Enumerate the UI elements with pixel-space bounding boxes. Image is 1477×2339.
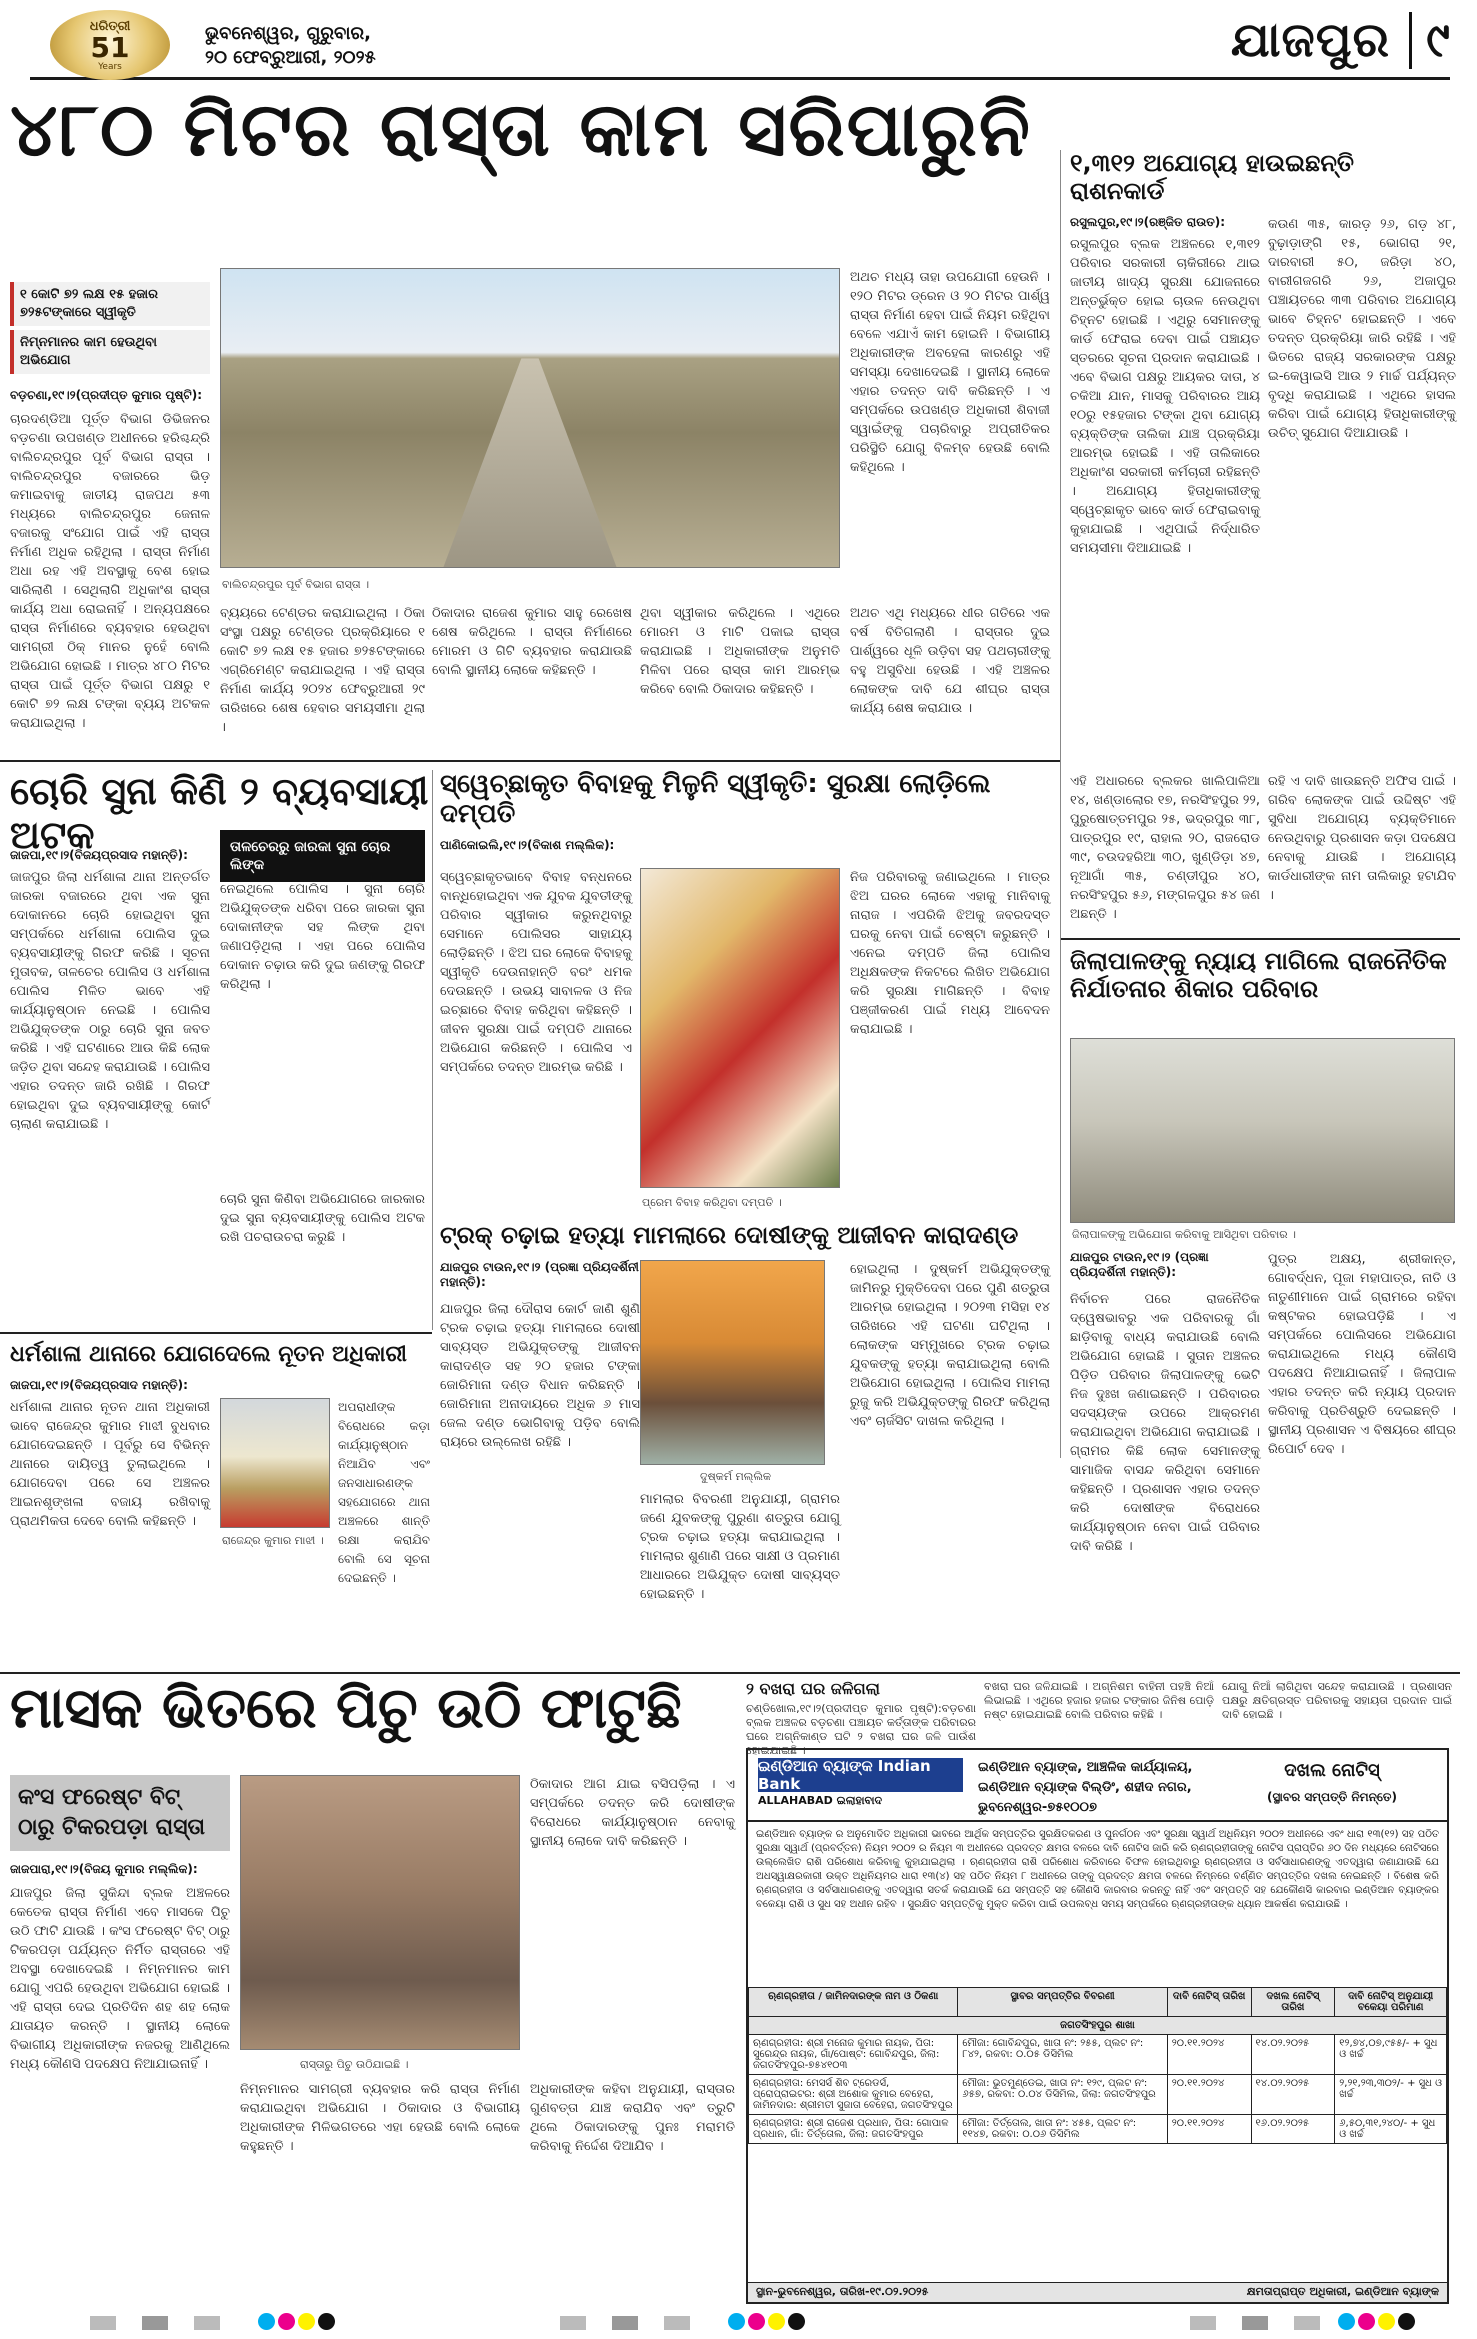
convict-photo bbox=[640, 1260, 825, 1465]
anniversary-badge bbox=[50, 10, 170, 80]
lead-headline: ୪୮୦ ମିଟର ରାସ୍ତା କାମ ସରିପାରୁନି bbox=[10, 87, 1032, 173]
borrower-cell: ଋଣଗ୍ରହୀତା: ମେସର୍ସ ଶିବ ଟ୍ରେଡର୍ସ, ପ୍ରୋପ୍ରାଇଟର: ଶ୍ରୀ ଅଶୋକ କୁମାର ବେହେରା, ଜାମିନଦାର: ଶ୍ରୀମତୀ ସୁଜାତା ବେହେରା, ଜଗତସିଂହପୁର bbox=[749, 2075, 958, 2115]
lead-body: ଠିକାଦାର ରାଜେଶ କୁମାର ସାହୁ ରେଖେଷ ଶେଷ କରିଥିଲେ । ରାସ୍ତା ନିର୍ମାଣରେ ମୋରମ ଓ ଗିଟି ବ୍ୟବହାର କରାଯାଉଛି ବୋଲି ସ୍ଥାନୀୟ ଲୋକେ କହିଛନ୍ତି । bbox=[432, 606, 632, 678]
possession-notice bbox=[746, 1748, 1449, 2304]
jilapal-headline: ଜିଲାପାଳଙ୍କୁ ନ୍ୟାୟ ମାଗିଲେ ରାଜନୈତିକ ନିର୍ଯାତନାର ଶିକାର ପରିବାର bbox=[1070, 947, 1447, 1003]
path-body: ଠିକାଦାର ଆଗ ଯାଇ ବସିପଡ଼ିଲା । ଏ ସମ୍ପର୍କରେ ତଦନ୍ତ କରି ଦୋଷୀଙ୍କ ବିରୋଧରେ କାର୍ଯ୍ୟାନୁଷ୍ଠାନ ନେବାକୁ ସ୍ଥାନୀୟ ଲୋକେ ଦାବି କରିଛନ୍ତି । bbox=[530, 1777, 735, 1849]
couple-photo-caption: ପ୍ରେମ ବିବାହ କରିଥିବା ଦମ୍ପତି । bbox=[642, 1196, 782, 1209]
truck-body: ମାମଲାର ବିବରଣୀ ଅନୁଯାୟୀ, ଗ୍ରାମର ଜଣେ ଯୁବକଙ୍କୁ ପୁରୁଣା ଶତ୍ରୁତା ଯୋଗୁ ଟ୍ରକ ଚଢ଼ାଇ ହତ୍ୟା କରାଯାଇଥିଲା । ମାମଲାର ଶୁଣାଣି ପରେ ସାକ୍ଷୀ ଓ ପ୍ରମାଣ ଆଧାରରେ ଅଭିଯୁକ୍ତ ଦୋଷୀ ସାବ୍ୟସ୍ତ ହୋଇଛନ୍ତି । bbox=[640, 1492, 840, 1602]
jilapal-body: ପୁତ୍ର ଅକ୍ଷୟ, ଶ୍ରୀକାନ୍ତ, ଗୋବର୍ଦ୍ଧନ, ପୂଜା ମହାପାତ୍ର, ନାତି ଓ ନାତୁଣୀମାନେ ପାଇଁ ଗ୍ରାମରେ ରହିବା କଷ୍ଟକର ହୋଇପଡ଼ିଛି । ଏ ସମ୍ପର୍କରେ ପୋଲିସରେ ଅଭିଯୋଗ କରାଯାଇଥିଲେ ମଧ୍ୟ କୌଣସି ପଦକ୍ଷେପ ନିଆଯାଇନାହିଁ । ଜିଲାପାଳ ଏହାର ତଦନ୍ତ କରି ନ୍ୟାୟ ପ୍ରଦାନ କରିବାକୁ ପ୍ରତିଶ୍ରୁତି ଦେଇଛନ୍ତି । ସ୍ଥାନୀୟ ପ୍ରଶାସନ ଏ ବିଷୟରେ ଶୀଘ୍ର ରିପୋର୍ଟ ଦେବ । bbox=[1268, 1252, 1456, 1457]
notice-intro: ଇଣ୍ଡିଆନ ବ୍ୟାଙ୍କ ର ଅନୁମୋଦିତ ଅଧିକାରୀ ଭାବରେ ଆର୍ଥିକ ସମ୍ପତ୍ତିର ସୁରକ୍ଷିତକରଣ ଓ ପୁନର୍ଗଠନ ଏବଂ ସୁରକ୍ଷା ସ୍ୱାର୍ଥ ଅଧିନିୟମ ୨୦୦୨ ଅଧୀନରେ ଏବଂ ଧାରା ୧୩(୧୨) ସହ ପଠିତ ସୁରକ୍ଷା ସ୍ୱାର୍ଥ (ପ୍ରବର୍ତ୍ତନ) ନିୟମ ୨୦୦୨ ର ନିୟମ ୩ ଅଧୀନରେ ପ୍ରଦତ୍ତ କ୍ଷମତା ବଳରେ ଦାବି ନୋଟିସ ଜାରି କରି ଋଣଗ୍ରହୀତାଙ୍କୁ ନୋଟିସ ପ୍ରାପ୍ତିର ୬୦ ଦିନ ମଧ୍ୟରେ ନୋଟିସରେ ଉଲ୍ଲେଖିତ ରାଶି ପରିଶୋଧ କରିବାକୁ କୁହାଯାଇଥିଲା । ଋଣଗ୍ରହୀତା ରାଶି ପରିଶୋଧ କରିବାରେ ବିଫଳ ହୋଇଥିବାରୁ ଋଣଗ୍ରହୀତା ଓ ସର୍ବସାଧାରଣଙ୍କୁ ଏତଦ୍ୱାରା ଜଣାଯାଉଛି ଯେ ଅଧସ୍ୱାକ୍ଷରକାରୀ ଉକ୍ତ ଅଧିନିୟମର ଧାରା ୧୩(୪) ସହ ପଠିତ ନିୟମ ୮ ଅଧୀନରେ ତାଙ୍କୁ ପ୍ରଦତ୍ତ କ୍ଷମତା ବଳରେ ନିମ୍ନରେ ବର୍ଣ୍ଣିତ ସମ୍ପତ୍ତିର ଦଖଲ ନେଇଛନ୍ତି । ବିଶେଷ କରି ଋଣଗ୍ରହୀତା ଓ ସର୍ବସାଧାରଣଙ୍କୁ ଏତଦ୍ୱାରା ସତର୍କ କରାଯାଉଛି ଯେ ସମ୍ପତ୍ତି ସହ କୌଣସି କାରବାର କରନ୍ତୁ ନାହିଁ ଏବଂ ସମ୍ପତ୍ତି ସହ ଯେକୌଣସି କାରବାର ଇଣ୍ଡିଆନ ବ୍ୟାଙ୍କର ବକେୟା ରାଶି ଓ ସୁଧ ସହ ଅଧୀନ ରହିବ । ସୁରକ୍ଷିତ ସମ୍ପତ୍ତିକୁ ମୁକ୍ତ କରିବା ପାଇଁ ଉପଲବ୍ଧ ସମୟ ସମ୍ପର୍କରେ ଋଣଗ୍ରହୀତାଙ୍କ ଧ୍ୟାନ ଆକର୍ଷଣ କରାଯାଉଛି । bbox=[756, 1829, 1439, 1910]
fire-body: ଯୋଗୁ ନିଆଁ ଲାଗିଥିବା ସନ୍ଦେହ କରାଯାଉଛି । ପ୍ରଶାସନ ପକ୍ଷରୁ କ୍ଷତିଗ୍ରସ୍ତ ପରିବାରକୁ ସହାୟତା ପ୍ରଦାନ ପାଇଁ ଦାବି ହୋଇଛି । bbox=[1222, 1680, 1452, 1721]
print-bar bbox=[560, 2316, 690, 2330]
magenta-mark bbox=[748, 2313, 765, 2330]
property-cell: ମୌଜା: ତିର୍ତ୍ତୋଲ, ଖାତା ନଂ: ୪୫୫, ପ୍ଲଟ ନଂ: ୧୧୪୭, ରକବା: ୦.୦୬ ଡିସିମିଲ bbox=[958, 2115, 1167, 2144]
cyan-mark bbox=[1338, 2313, 1355, 2330]
notice-column-header: ଦାବି ନୋଟିସ୍ ତାରିଖ bbox=[1167, 1988, 1251, 2017]
cyan-mark bbox=[728, 2313, 745, 2330]
ration-body: କଉଣ ୩୫, କାରଡ଼ ୨୬, ଗଡ଼ ୪୮, ବୁଢ଼ାଡ଼ାଙ୍ଗି ୧୫, ଭୋଗରା ୨୧, ଦାରବାରୀ ୫୦, ଜରିଡ଼ା ୪୦, ବାରୀଗଜଗରି ୨୬, ଅଜାପୁର ପଞ୍ଚାୟତରେ ୩୩ ପରିବାର ଅଯୋଗ୍ୟ ଭାବେ ଚିହ୍ନଟ ହୋଇଛନ୍ତି । ଏବେ ତଦନ୍ତ ପ୍ରକ୍ରିୟା ଜାରି ରହିଛି । ଏହି ଭିତରେ ରାଜ୍ୟ ସରକାରଙ୍କ ପକ୍ଷରୁ ଇ-କେୱାଇସି ଆଉ ୨ ମାର୍ଚ୍ଚ ପର୍ଯ୍ୟନ୍ତ ବୃଦ୍ଧି କରାଯାଇଛି । ଏଥିରେ ହାସଲ କରିବା ପାଇଁ ଯୋଗ୍ୟ ହିତାଧିକାରୀଙ୍କୁ ଉଚିତ୍ ସୁଯୋଗ ଦିଆଯାଉଛି । bbox=[1268, 217, 1456, 441]
family-photo bbox=[1070, 1038, 1455, 1223]
jilapal-body: ନିର୍ବାଚନ ପରେ ରାଜନୈତିକ ଦ୍ୱେଷଭାବରୁ ଏକ ପରିବାରକୁ ଗାଁ ଛାଡ଼ିବାକୁ ବାଧ୍ୟ କରାଯାଉଛି ବୋଲି ଅଭିଯୋଗ ହୋଇଛି । ସୁତାନ ଅଞ୍ଚଳର ପିଡ଼ିତ ପରିବାର ଜିଲାପାଳଙ୍କୁ ଭେଟି ନିଜ ଦୁଃଖ ଜଣାଇଛନ୍ତି । ପରିବାରର ସଦସ୍ୟଙ୍କ ଉପରେ ଆକ୍ରମଣ କରାଯାଇଥିବା ଅଭିଯୋଗ କରାଯାଇଛି । ଗ୍ରାମର କିଛି ଲୋକ ସେମାନଙ୍କୁ ସାମାଜିକ ବାସନ୍ଦ କରିଥିବା ସେମାନେ କହିଛନ୍ତି । ପ୍ରଶାସନ ଏହାର ତଦନ୍ତ କରି ଦୋଷୀଙ୍କ ବିରୋଧରେ କାର୍ଯ୍ୟାନୁଷ୍ଠାନ ନେବା ପାଇଁ ପରିବାର ଦାବି କରିଛି । bbox=[1070, 1292, 1260, 1554]
truck-body: ଯାଜପୁର ଜିଲା ଦୌରାସ କୋର୍ଟ ଜାଣି ଶୁଣି ଟ୍ରକ ଚଢ଼ାଇ ହତ୍ୟା ମାମଲାରେ ଦୋଷୀ ସାବ୍ୟସ୍ତ ଅଭିଯୁକ୍ତଙ୍କୁ ଆଜୀବନ କାରାଦଣ୍ଡ ସହ ୨୦ ହଜାର ଟଙ୍କା ଜୋରିମାନା ଦଣ୍ଡ ବିଧାନ କରିଛନ୍ତି । ଜୋରିମାନା ଅନାଦାୟରେ ଅଧିକ ୬ ମାସ ଜେଲ ଦଣ୍ଡ ଭୋଗିବାକୁ ପଡ଼ିବ ବୋଲି ରାୟରେ ଉଲ୍ଲେଖ ରହିଛି । bbox=[440, 1302, 640, 1450]
lead-body: ଚାରଦଣ୍ଡିଆ ପୂର୍ତ୍ତ ବିଭାଗ ଡିଭିଜନର ବଡ଼ଚଣା ଉପଖଣ୍ଡ ଅଧୀନରେ ହରିଶ୍ଚନ୍ଦ୍ରି ବାଲିଚନ୍ଦ୍ରପୁର ପୂର୍ବ ବିଭାଗ ରାସ୍ତା । ବାଲିଚନ୍ଦ୍ରପୁର ବଜାରରେ ଭିଡ଼ କମାଇବାକୁ ଜାତୀୟ ରାଜପଥ ୫୩ ମଧ୍ୟରେ ବାଲିଚନ୍ଦ୍ରପୁର ଜେନାଳ ବଜାରକୁ ସଂଯୋଗ ପାଇଁ ଏହି ରାସ୍ତା ନିର୍ମାଣ ଅଧିକ ରହିଥିଲା । ରାସ୍ତା ନିର୍ମାଣ ଅଧା ରହ ଏହି ଅବସ୍ଥାକୁ ବେଶ ହୋଇ ସାରିଲାଣି । ସେଥିଲାଗି ଅଧିକାଂଶ ରାସ୍ତା କାର୍ଯ୍ୟ ଅଧା ରୋଇନାହିଁ । ଅନ୍ୟପକ୍ଷରେ ରାସ୍ତା ନିର୍ମାଣରେ ବ୍ୟବହାର ହେଉଥିବା ସାମଗ୍ରୀ ଠିକ୍ ମାନର ନୁହେଁ ବୋଲି ଅଭିଯୋଗ ହୋଇଛି । ମାତ୍ର ୪୮୦ ମିଟର ରାସ୍ତା ପାଇଁ ପୂର୍ତ୍ତ ବିଭାଗ ପକ୍ଷରୁ ୧ କୋଟି ୭୨ ଲକ୍ଷ ଟଙ୍କା ବ୍ୟୟ ଅଟକଳ କରାଯାଇଥିଲା । bbox=[10, 412, 210, 731]
broken-road-caption: ରାସ୍ତାରୁ ପିଚୁ ଉଠିଯାଇଛି । bbox=[300, 2058, 409, 2071]
fire-body: ବଖରା ଘର ଜଳିଯାଇଛି । ଅଗ୍ନିଶମ ବାହିନୀ ପହଞ୍ଚି ନିଆଁ ଲିଭାଇଛି । ଏଥିରେ ହଜାର ହଜାର ଟଙ୍କାର ଜିନିଷ ପୋଡ଼ି ନଷ୍ଟ ହୋଇଯାଇଛି ବୋଲି ପରିବାର କହିଛି । bbox=[984, 1680, 1214, 1721]
black-mark bbox=[318, 2313, 335, 2330]
notice-table bbox=[748, 1987, 1447, 2144]
yellow-mark bbox=[1378, 2313, 1395, 2330]
cyan-mark bbox=[258, 2313, 275, 2330]
borrower-cell: ଋଣଗ୍ରହୀତା: ଶ୍ରୀ ମନୋଜ କୁମାର ନାୟକ, ପିତା: ସୁରେନ୍ଦ୍ର ନାୟକ, ଗାଁ/ପୋଷ୍ଟ: ଗୋବିନ୍ଦପୁର, ଜିଲା: ଜଗତସିଂହପୁର-୭୫୪୧୦୩ bbox=[749, 2035, 958, 2075]
property-cell: ମୌଜା: ଭୁତମୁଣ୍ଡେଇ, ଖାତା ନଂ: ୧୨୯, ପ୍ଲଟ ନଂ: ୬୫୭, ରକବା: ୦.୦୪ ଡିସିମିଲ, ଜିଲା: ଜଗତସିଂହପୁର bbox=[958, 2075, 1167, 2115]
possession-date-cell: ୧୪.୦୨.୨୦୨୫ bbox=[1251, 2035, 1335, 2075]
notice-column-header: ଋଣଗ୍ରହୀତା / ଜାମିନଦାରଙ୍କ ନାମ ଓ ଠିକଣା bbox=[749, 1988, 958, 2017]
yellow-mark bbox=[768, 2313, 785, 2330]
lead-bullets bbox=[10, 282, 210, 378]
magenta-mark bbox=[278, 2313, 295, 2330]
broken-road-photo bbox=[240, 1775, 520, 2050]
notice-footer bbox=[748, 2282, 1447, 2302]
demand-date-cell: ୨୦.୧୧.୨୦୨୪ bbox=[1167, 2115, 1251, 2144]
print-bar bbox=[1190, 2316, 1320, 2330]
ration-body: ରହି ଏ ଦାବି ଖାଉଛନ୍ତି ଅଫିସ ପାଇଁ । ଗରିବ ଲୋକଙ୍କ ପାଇଁ ଉଦ୍ଦିଷ୍ଟ ଏହି ସୁବିଧା ଅଯୋଗ୍ୟ ବ୍ୟକ୍ତିମାନେ ନେଉଥିବାରୁ ପ୍ରଶାସନ କଡ଼ା ପଦକ୍ଷେପ ନେବାକୁ ଯାଉଛି । ଅଯୋଗ୍ୟ କାର୍ଡଧାରୀଙ୍କ ନାମ ତାଲିକାରୁ ହଟାଯିବ । bbox=[1268, 774, 1456, 903]
path-body: ନିମ୍ନମାନର ସାମଗ୍ରୀ ବ୍ୟବହାର କରି ରାସ୍ତା ନିର୍ମାଣ କରାଯାଇଥିବା ଅଭିଯୋଗ । ଠିକାଦାର ଓ ବିଭାଗୀୟ ଅଧିକାରୀଙ୍କ ମିଳିଭଗତରେ ଏହା ହେଉଛି ବୋଲି ଲୋକେ କହୁଛନ୍ତି । bbox=[240, 2082, 520, 2154]
path-body: ଅଧିକାରୀଙ୍କ କହିବା ଅନୁଯାୟୀ, ରାସ୍ତାର ଗୁଣବତ୍ତା ଯାଞ୍ଚ କରାଯିବ ଏବଂ ତ୍ରୁଟି ଥିଲେ ଠିକାଦାରଙ୍କୁ ପୁନଃ ମରାମତି କରିବାକୁ ନିର୍ଦ୍ଦେଶ ଦିଆଯିବ । bbox=[530, 2082, 735, 2154]
dateline bbox=[205, 22, 376, 70]
marriage-headline: ସ୍ୱେଚ୍ଛାକୃତ ବିବାହକୁ ମିଳୁନି ସ୍ୱୀକୃତି: ସୁରକ୍ଷା ଲୋଡ଼ିଲେ ଦମ୍ପତି bbox=[440, 769, 991, 829]
gold-byline: ଜାଜପା,୧୯।୨(ବିଜୟପ୍ରସାଦ ମହାନ୍ତି): bbox=[10, 848, 188, 862]
table-row bbox=[749, 2075, 1447, 2115]
allahabad-logo: ALLAHABAD ଇଲାହାବାଦ bbox=[758, 1794, 883, 1807]
dharmasala-byline: ଜାଜପା,୧୯।୨(ବିଜୟପ୍ରସାଦ ମହାନ୍ତି): bbox=[10, 1378, 188, 1392]
borrower-cell: ଋଣଗ୍ରହୀତା: ଶ୍ରୀ ରାଜେଶ ପ୍ରଧାନ, ପିତା: ଗୋପାଳ ପ୍ରଧାନ, ଗାଁ: ତିର୍ତ୍ତୋଲ, ଜିଲା: ଜଗତସିଂହପୁର bbox=[749, 2115, 958, 2144]
bank-logo: ଇଣ୍ଡିଆନ ବ୍ୟାଙ୍କ Indian Bank bbox=[758, 1758, 963, 1792]
path-body: ଯାଜପୁର ଜିଲା ସୁକିନ୍ଦା ବ୍ଲକ ଅଞ୍ଚଳରେ କେତେକ ରାସ୍ତା ନିର୍ମାଣ ଏବେ ମାସକେ ପିଚୁ ଉଠି ଫାଟି ଯାଉଛି । କଂସ ଫରେଷ୍ଟ ବିଟ୍ ଠାରୁ ଟିକରପଡ଼ା ପର୍ଯ୍ୟନ୍ତ ନିର୍ମିତ ରାସ୍ତାରେ ଏହି ଅବସ୍ଥା ଦେଖାଦେଇଛି । ନିମ୍ନମାନର କାମ ଯୋଗୁ ଏପରି ହେଉଥିବା ଅଭିଯୋଗ ହୋଇଛି । ଏହି ରାସ୍ତା ଦେଇ ପ୍ରତିଦିନ ଶହ ଶହ ଲୋକ ଯାତାୟତ କରନ୍ତି । ସ୍ଥାନୀୟ ଲୋକେ ବିଭାଗୀୟ ଅଧିକାରୀଙ୍କ ନଜରକୁ ଆଣିଥିଲେ ମଧ୍ୟ କୌଣସି ପଦକ୍ଷେପ ନିଆଯାଇନାହିଁ । bbox=[10, 1886, 230, 2072]
lead-bullet: ନିମ୍ନମାନର କାମ ହେଉଥିବା ଅଭିଯୋଗ bbox=[10, 330, 210, 374]
road-photo bbox=[220, 268, 840, 568]
marriage-byline: ପାଣିକୋଇଲି,୧୯।୨(ବିକାଶ ମଲ୍ଲିକ): bbox=[440, 838, 615, 852]
lead-body: ବ୍ୟୟରେ ଟେଣ୍ଡର କରାଯାଇଥିଲା । ଠିକା ସଂସ୍ଥା ପକ୍ଷରୁ ଟେଣ୍ଡର ପ୍ରକ୍ରିୟାରେ ୧ କୋଟି ୭୨ ଲକ୍ଷ ୧୫ ହଜାର ୭୨୫ଟଙ୍କାରେ ଏଗ୍ରିମେଣ୍ଟ କରାଯାଇଥିଲା । ଏହି ରାସ୍ତା ନିର୍ମାଣ କାର୍ଯ୍ୟ ୨୦୨୪ ଫେବ୍ରୁଆରୀ ୨୯ ତାରିଖରେ ଶେଷ ହେବାର ସମୟସୀମା ଥିଲା । bbox=[220, 606, 425, 735]
property-cell: ମୌଜା: ଗୋବିନ୍ଦପୁର, ଖାତା ନଂ: ୨୫୫, ପ୍ଲଟ ନଂ: ୮୪୨, ରକବା: ୦.୦୫ ଡିସିମିଲ bbox=[958, 2035, 1167, 2075]
table-row bbox=[749, 2035, 1447, 2075]
notice-column-header: ଦାବି ନୋଟିସ୍ ଅନୁଯାୟୀ ବକେୟା ପରିମାଣ bbox=[1335, 1988, 1447, 2017]
ration-headline: ୧,୩୧୨ ଅଯୋଗ୍ୟ ହାଉଇଛନ୍ତି ରାଶନକାର୍ଡ bbox=[1070, 149, 1354, 205]
notice-title bbox=[1227, 1758, 1437, 1810]
notice-title-text: ଦଖଲ ନୋଟିସ୍ bbox=[1284, 1760, 1380, 1781]
table-row bbox=[749, 2115, 1447, 2144]
masthead bbox=[30, 10, 1450, 80]
badge-years: Years bbox=[98, 61, 122, 72]
ration-byline: ରସୁଲପୁର,୧୯।୨(ରଞ୍ଜିତ ରାଉତ): bbox=[1070, 215, 1226, 229]
notice-header bbox=[748, 1750, 1447, 1822]
dharmasala-body: ଧର୍ମଶାଳା ଥାନାର ନୂତନ ଥାନା ଅଧିକାରୀ ଭାବେ ରାଜେନ୍ଦ୍ର କୁମାର ମାଝୀ ବୁଧବାର ଯୋଗଦେଇଛନ୍ତି । ପୂର୍ବରୁ ସେ ବିଭିନ୍ନ ଥାନାରେ ଦାୟିତ୍ୱ ତୁଲାଇଥିଲେ । ଯୋଗଦେବା ପରେ ସେ ଅଞ୍ଚଳର ଆଇନଶୃଙ୍ଖଳା ବଜାୟ ରଖିବାକୁ ପ୍ରାଥମିକତା ଦେବେ ବୋଲି କହିଛନ୍ତି । bbox=[10, 1400, 210, 1529]
bank-address: ଇଣ୍ଡିଆନ ବ୍ୟାଙ୍କ, ଆଞ୍ଚଳିକ କାର୍ଯ୍ୟାଳୟ, ଇଣ୍ଡିଆନ ବ୍ୟାଙ୍କ ବିଲ୍ଡିଂ, ଶହୀଦ ନଗର, ଭୁବନେଶ୍ୱର-୭୫୧୦୦୭ bbox=[978, 1760, 1193, 1815]
truck-headline: ଟ୍ରକ୍ ଚଢ଼ାଇ ହତ୍ୟା ମାମଲାରେ ଦୋଷୀଙ୍କୁ ଆଜୀବନ କାରାଦଣ୍ଡ bbox=[440, 1221, 1019, 1249]
amount-cell: ୨,୨୧,୨୩,୩୦୨/- + ସୁଧ ଓ ଖର୍ଚ୍ଚ bbox=[1335, 2075, 1447, 2115]
path-headline: ମାସକ ଭିତରେ ପିଚୁ ଉଠି ଫାଟୁଛି bbox=[10, 1676, 682, 1741]
notice-column-header: ଦଖଲ ନୋଟିସ୍ ତାରିଖ bbox=[1251, 1988, 1335, 2017]
city-day: ଭୁବନେଶ୍ୱର, ଗୁରୁବାର, bbox=[205, 23, 371, 44]
couple-photo bbox=[640, 868, 840, 1188]
truck-body: ହୋଇଥିଲା । ଦୁଷ୍କର୍ମ ଅଭିଯୁକ୍ତଙ୍କୁ ଜାମିନରୁ ମୁକ୍ତିଦେବା ପରେ ପୁଣି ଶତ୍ରୁତା ଆରମ୍ଭ ହୋଇଥିଲା । ୨୦୨୩ ମସିହା ୧୪ ତାରିଖରେ ଏହି ଘଟଣା ଘଟିଥିଲା । ଲୋକଙ୍କ ସମ୍ମୁଖରେ ଟ୍ରକ ଚଢ଼ାଇ ଯୁବକଙ୍କୁ ହତ୍ୟା କରାଯାଇଥିଲା ବୋଲି ଅଭିଯୋଗ ହୋଇଥିଲା । ପୋଲିସ ମାମଲା ରୁଜୁ କରି ଅଭିଯୁକ୍ତଙ୍କୁ ଗିରଫ କରିଥିଲା ଏବଂ ଚାର୍ଜସିଟ ଦାଖଲ କରିଥିଲା । bbox=[850, 1262, 1050, 1429]
fire-body: ଚଣ୍ଡିଖୋଲ,୧୯।୨(ପ୍ରଦୀପ୍ତ କୁମାର ପୃଷ୍ଟି):ବଡ଼ଚଣା ବ୍ଲକ ଅଞ୍ଚଳର ବଡ଼ଚଣା ପଞ୍ଚାୟତ କର୍ତ୍ତାଙ୍କ ପରିବାରର ଘରେ ଅଗ୍ନିକାଣ୍ଡ ଘଟି ୨ ବଖରା ଘର ଜଳି ପାଉଁଶ ହୋଇଯାଇଛି । bbox=[746, 1702, 976, 1757]
ration-body: ରସୁଲପୁର ବ୍ଲକ ଅଞ୍ଚଳରେ ୧,୩୧୨ ପରିବାର ସରକାରୀ ଚାକିରୀରେ ଥାଇ ଜାତୀୟ ଖାଦ୍ୟ ସୁରକ୍ଷା ଯୋଜନାରେ ଅନ୍ତର୍ଭୁକ୍ତ ହୋଇ ଚାଉଳ ନେଉଥିବା ଚିହ୍ନଟ ହୋଇଛି । ଏଥିରୁ ସେମାନଙ୍କୁ କାର୍ଡ ଫେରାଇ ଦେବା ପାଇଁ ପଞ୍ଚାୟତ ସ୍ତରରେ ସୂଚନା ପ୍ରଦାନ କରାଯାଇଛି । ଏବେ ବିଭାଗ ପକ୍ଷରୁ ଆୟକର ଦାତା, ୪ ଚକିଆ ଯାନ, ମାସକୁ ପରିବାରର ଆୟ ୧୦ରୁ ୧୫ହଜାର ଟଙ୍କା ଥିବା ଯୋଗ୍ୟ ବ୍ୟକ୍ତିଙ୍କ ତାଲିକା ଯାଞ୍ଚ ପ୍ରକ୍ରିୟା ଆରମ୍ଭ ହୋଇଛି । ଏହି ତାଲିକାରେ ଅଧିକାଂଶ ସରକାରୀ କର୍ମଚାରୀ ରହିଛନ୍ତି । ଅଯୋଗ୍ୟ ହିତାଧିକାରୀଙ୍କୁ ସ୍ୱେଚ୍ଛାକୃତ ଭାବେ କାର୍ଡ ଫେରାଇବାକୁ କୁହାଯାଇଛି । ଏଥିପାଇଁ ନିର୍ଦ୍ଧାରିତ ସମୟସୀମା ଦିଆଯାଇଛି । bbox=[1070, 237, 1260, 556]
gold-body: ଚୋରି ସୁନା କିଣିବା ଅଭିଯୋଗରେ ଜାରକାର ଦୁଇ ସୁନା ବ୍ୟବସାୟୀଙ୍କୁ ପୋଲିସ ଅଟକ ରଖି ପଚରାଉଚରା କରୁଛି । bbox=[220, 1192, 425, 1245]
lead-byline: ବଡ଼ଚଣା,୧୯।୨(ପ୍ରଦୀପ୍ତ କୁମାର ପୃଷ୍ଟି): bbox=[10, 388, 202, 402]
dharmasala-body: ଅପରାଧୀଙ୍କ ବିରୋଧରେ କଡ଼ା କାର୍ଯ୍ୟାନୁଷ୍ଠାନ ନିଆଯିବ ଏବଂ ଜନସାଧାରଣଙ୍କ ସହଯୋଗରେ ଥାନା ଅଞ୍ଚଳରେ ଶାନ୍ତି ରକ୍ଷା କରାଯିବ ବୋଲି ସେ ସୂଚନା ଦେଇଛନ୍ତି । bbox=[338, 1400, 430, 1585]
lead-body: ଅଥଚ ମଧ୍ୟ ତାହା ଉପଯୋଗୀ ହେଉନି । ୧୨୦ ମିଟର ଡ୍ରେନ ଓ ୨୦ ମିଟର ପାର୍ଶ୍ୱ ରାସ୍ତା ନିର୍ମାଣ ହେବା ପାଇଁ ନିୟମ ରହିଥିବା ବେଳେ ଏଯାଏଁ କାମ ହୋଇନି । ବିଭାଗୀୟ ଅଧିକାରୀଙ୍କ ଅବହେଳା କାରଣରୁ ଏହି ସମସ୍ୟା ଦେଖାଦେଇଛି । ସ୍ଥାନୀୟ ଲୋକେ ଏହାର ତଦନ୍ତ ଦାବି କରିଛନ୍ତି । ଏ ସମ୍ପର୍କରେ ଉପଖଣ୍ଡ ଅଧିକାରୀ ଶିବାଜୀ ସ୍ୱାଇଁଙ୍କୁ ପଚାରିବାରୁ ଅପ୍ରୀତିକର ପରିସ୍ଥିତି ଯୋଗୁ ବିଳମ୍ବ ହେଉଛି ବୋଲି କହିଥିଲେ । bbox=[850, 270, 1050, 475]
dharmasala-headline: ଧର୍ମଶାଳା ଥାନାରେ ଯୋଗଦେଲେ ନୂତନ ଅଧିକାରୀ bbox=[10, 1342, 407, 1367]
lead-bullet: ୧ କୋଟି ୭୨ ଲକ୍ଷ ୧୫ ହଜାର ୭୨୫ଟଙ୍କାରେ ସ୍ୱୀକୃତି bbox=[10, 282, 210, 326]
gold-kicker: ତାଳଚେରରୁ ଜାରକା ସୁନା ଚୋର ଲିଙ୍କ bbox=[220, 830, 425, 882]
path-kicker: କଂସ ଫରେଷ୍ଟ ବିଟ୍ ଠାରୁ ଟିକରପଡ଼ା ରାସ୍ତା bbox=[10, 1775, 230, 1851]
notice-officer: କ୍ଷମତାପ୍ରାପ୍ତ ଅଧିକାରୀ, ଇଣ୍ଡିଆନ ବ୍ୟାଙ୍କ bbox=[1246, 2285, 1439, 2298]
badge-number: 51 bbox=[90, 30, 130, 64]
truck-byline: ଯାଜପୁର ଟାଉନ,୧୯।୨ (ପ୍ରଜ୍ଞା ପ୍ରିୟଦର୍ଶିନୀ ମହାନ୍ତି): bbox=[440, 1260, 639, 1289]
gold-body: ଜାଜପୁର ଜିଲା ଧର୍ମଶାଳା ଥାନା ଅନ୍ତର୍ଗତ ଜାରକା ବଜାରରେ ଥିବା ଏକ ସୁନା ଦୋକାନରେ ଚୋରି ହୋଇଥିବା ସୁନା ସମ୍ପର୍କରେ ଧର୍ମଶାଳା ପୋଲିସ ଦୁଇ ବ୍ୟବସାୟୀଙ୍କୁ ଗିରଫ କରିଛି । ସୂଚନା ମୁତାବକ, ତାଳଚେର ପୋଲିସ ଓ ଧର୍ମଶାଳା ପୋଲିସ ମିଳିତ ଭାବେ ଏହି କାର୍ଯ୍ୟାନୁଷ୍ଠାନ ନେଇଛି । ପୋଲିସ ଅଭିଯୁକ୍ତଙ୍କ ଠାରୁ ଚୋରି ସୁନା ଜବତ କରିଛି । ଏହି ଘଟଣାରେ ଆଉ କିଛି ଲୋକ ଜଡ଼ିତ ଥିବା ସନ୍ଦେହ କରାଯାଉଛି । ପୋଲିସ ଏହାର ତଦନ୍ତ ଜାରି ରଖିଛି । ଗିରଫ ହୋଇଥିବା ଦୁଇ ବ୍ୟବସାୟୀଙ୍କୁ କୋର୍ଟ ଚାଲାଣ କରାଯାଇଛି । bbox=[10, 870, 210, 1132]
marriage-body: ନିଜ ପରିବାରକୁ ଜଣାଇଥିଲେ । ମାତ୍ର ଝିଅ ଘରର ଲୋକେ ଏହାକୁ ମାନିବାକୁ ନାରାଜ । ଏପରିକି ଝିଅକୁ ଜବରଦସ୍ତ ଘରକୁ ନେବା ପାଇଁ ଚେଷ୍ଟା କରୁଛନ୍ତି । ଏନେଇ ଦମ୍ପତି ଜିଲା ପୋଲିସ ଅଧିକ୍ଷକଙ୍କ ନିକଟରେ ଲିଖିତ ଅଭିଯୋଗ କରି ସୁରକ୍ଷା ମାଗିଛନ୍ତି । ବିବାହ ପଞ୍ଜୀକରଣ ପାଇଁ ମଧ୍ୟ ଆବେଦନ କରାଯାଇଛି । bbox=[850, 870, 1050, 1037]
notice-subtitle: (ସ୍ଥାବର ସମ୍ପତ୍ତି ନିମନ୍ତେ) bbox=[1267, 1790, 1397, 1804]
marriage-body: ସ୍ୱେଚ୍ଛାକୃତଭାବେ ବିବାହ ବନ୍ଧନରେ ବାନ୍ଧିହୋଇଥିବା ଏକ ଯୁବକ ଯୁବତୀଙ୍କୁ ପରିବାର ସ୍ୱୀକାର କରୁନଥିବାରୁ ସେମାନେ ପୋଲିସର ସାହାଯ୍ୟ ଲୋଡ଼ିଛନ୍ତି । ଝିଅ ଘର ଲୋକେ ବିବାହକୁ ସ୍ୱୀକୃତି ଦେଉନାହାନ୍ତି ବରଂ ଧମକ ଦେଉଛନ୍ତି । ଉଭୟ ସାବାଳକ ଓ ନିଜ ଇଚ୍ଛାରେ ବିବାହ କରିଥିବା କହିଛନ୍ତି । ଜୀବନ ସୁରକ୍ଷା ପାଇଁ ଦମ୍ପତି ଥାନାରେ ଅଭିଯୋଗ କରିଛନ୍ତି । ପୋଲିସ ଏ ସମ୍ପର୍କରେ ତଦନ୍ତ ଆରମ୍ଭ କରିଛି । bbox=[440, 870, 632, 1075]
notice-column-header: ସ୍ଥାବର ସମ୍ପତ୍ତିର ବିବରଣୀ bbox=[958, 1988, 1167, 2017]
possession-date-cell: ୧୪.୦୨.୨୦୨୫ bbox=[1251, 2075, 1335, 2115]
convict-photo-caption: ଦୁଷ୍କର୍ମ ମଲ୍ଲିକ bbox=[700, 1470, 772, 1483]
gold-body: ନେଇଥିଲେ ପୋଲିସ । ସୁନା ଚୋରି ଅଭିଯୁକ୍ତଙ୍କ ଧରିବା ପରେ ଜାରକା ସୁନା ଦୋକାନୀଙ୍କ ସହ ଲିଙ୍କ ଥିବା ଜଣାପଡ଼ିଥିଲା । ଏହା ପରେ ପୋଲିସ ଦୋକାନ ଚଢ଼ାଉ କରି ଦୁଇ ଜଣଙ୍କୁ ଗିରଫ କରିଥିଲା । bbox=[220, 882, 425, 992]
gold-headline: ଚୋରି ସୁନା କିଣି ୨ ବ୍ୟବସାୟୀ ଅଟକ bbox=[10, 769, 429, 857]
lead-body: ଥିବା ସ୍ୱୀକାର କରିଥିଲେ । ଏଥିରେ ମୋରମ ଓ ମାଟି ପକାଇ ରାସ୍ତା କରାଯାଇଛି । ଅଧିକାରୀଙ୍କ ଅନୁମତି ମିଳିବା ପରେ ରାସ୍ତା କାମ ଆରମ୍ଭ କରିବେ ବୋଲି ଠିକାଦାର କହିଛନ୍ତି । bbox=[640, 606, 840, 697]
jilapal-byline: ଯାଜପୁର ଟାଉନ,୧୯।୨ (ପ୍ରଜ୍ଞା ପ୍ରିୟଦର୍ଶିନୀ ମହାନ୍ତି): bbox=[1070, 1250, 1209, 1279]
yellow-mark bbox=[298, 2313, 315, 2330]
demand-date-cell: ୨୦.୧୧.୨୦୨୪ bbox=[1167, 2035, 1251, 2075]
black-mark bbox=[1398, 2313, 1415, 2330]
notice-branch: ଜଗତସିଂହପୁର ଶାଖା bbox=[749, 2017, 1447, 2035]
officer-photo bbox=[220, 1398, 330, 1528]
black-mark bbox=[788, 2313, 805, 2330]
road-photo-caption: ବାଲିଚନ୍ଦ୍ରପୁର ପୂର୍ବ ବିଭାଗ ରାସ୍ତା । bbox=[222, 578, 370, 591]
page-number: ୯ bbox=[1409, 12, 1450, 69]
print-bar bbox=[90, 2316, 220, 2330]
path-byline: ଜାଜପାରା,୧୯।୨(ବିଜୟ କୁମାର ମଲ୍ଲିକ): bbox=[10, 1862, 198, 1876]
ration-body: ଏହି ଅଧାରରେ ବ୍ଲକର ଖାଲିପାଳିଆ ୧୪, ଖଣ୍ଡାଲୋର ୧୭, ନରସିଂହପୁର ୨୨, ପୁରୁଷୋତ୍ତମପୁର ୨୫, ଭଦ୍ରପୁର ୩୮, ପାତ୍ରପୁର ୧୯, ରାହାଲ ୨୦, ରାଜରୋଡ ୩୯, ଚଉଦହରିଆ ୩୦, ଖୁଣ୍ଡିଡ଼ା ୪୭, ନୂଆଗାଁ ୩୫, ଚଣ୍ଡୀପୁର ୪୦, ନରସିଂହପୁର ୫୬, ମଙ୍ଗଳପୁର ୫୪ ଜଣ ଅଛନ୍ତି । bbox=[1070, 774, 1260, 922]
fire-headline: ୨ ବଖରା ଘର ଜଳିଗଲା bbox=[746, 1679, 880, 1698]
demand-date-cell: ୨୦.୧୧.୨୦୨୪ bbox=[1167, 2075, 1251, 2115]
lead-body: ଅଥଚ ଏଥି ମଧ୍ୟରେ ଧୀର ଗତିରେ ଏକ ବର୍ଷ ବିତିଗଲାଣି । ରାସ୍ତାର ଦୁଇ ପାର୍ଶ୍ୱରେ ଧୂଳି ଉଡ଼ିବା ସହ ପଥଚାରୀଙ୍କୁ ବହୁ ଅସୁବିଧା ହେଉଛି । ଏହି ଅଞ୍ଚଳର ଲୋକଙ୍କ ଦାବି ଯେ ଶୀଘ୍ର ରାସ୍ତା କାର୍ଯ୍ୟ ଶେଷ କରାଯାଉ । bbox=[850, 606, 1050, 716]
family-photo-caption: ଜିଲାପାଳଙ୍କୁ ଅଭିଯୋଗ କରିବାକୁ ଆସିଥିବା ପରିବାର । bbox=[1072, 1228, 1296, 1241]
officer-photo-caption: ରାଜେନ୍ଦ୍ର କୁମାର ମାଝୀ । bbox=[222, 1534, 324, 1547]
magenta-mark bbox=[1358, 2313, 1375, 2330]
amount-cell: ୧୨,୭୪,୦୭,୯୫୫/- + ସୁଧ ଓ ଖର୍ଚ୍ଚ bbox=[1335, 2035, 1447, 2075]
issue-date: ୨୦ ଫେବ୍ରୁଆରୀ, ୨୦୨୫ bbox=[205, 47, 376, 68]
notice-place-date: ସ୍ଥାନ-ଭୁବନେଶ୍ୱର, ତାରିଖ-୧୯.୦୨.୨୦୨୫ bbox=[756, 2285, 929, 2298]
amount-cell: ୬,୫୦,୩୧,୨୪୦/- + ସୁଧ ଓ ଖର୍ଚ୍ଚ bbox=[1335, 2115, 1447, 2144]
section-title: ଯାଜପୁର bbox=[1230, 12, 1390, 68]
badge-top-text: ଧରିତ୍ରୀ bbox=[89, 18, 131, 34]
possession-date-cell: ୧୬.୦୨.୨୦୨୫ bbox=[1251, 2115, 1335, 2144]
